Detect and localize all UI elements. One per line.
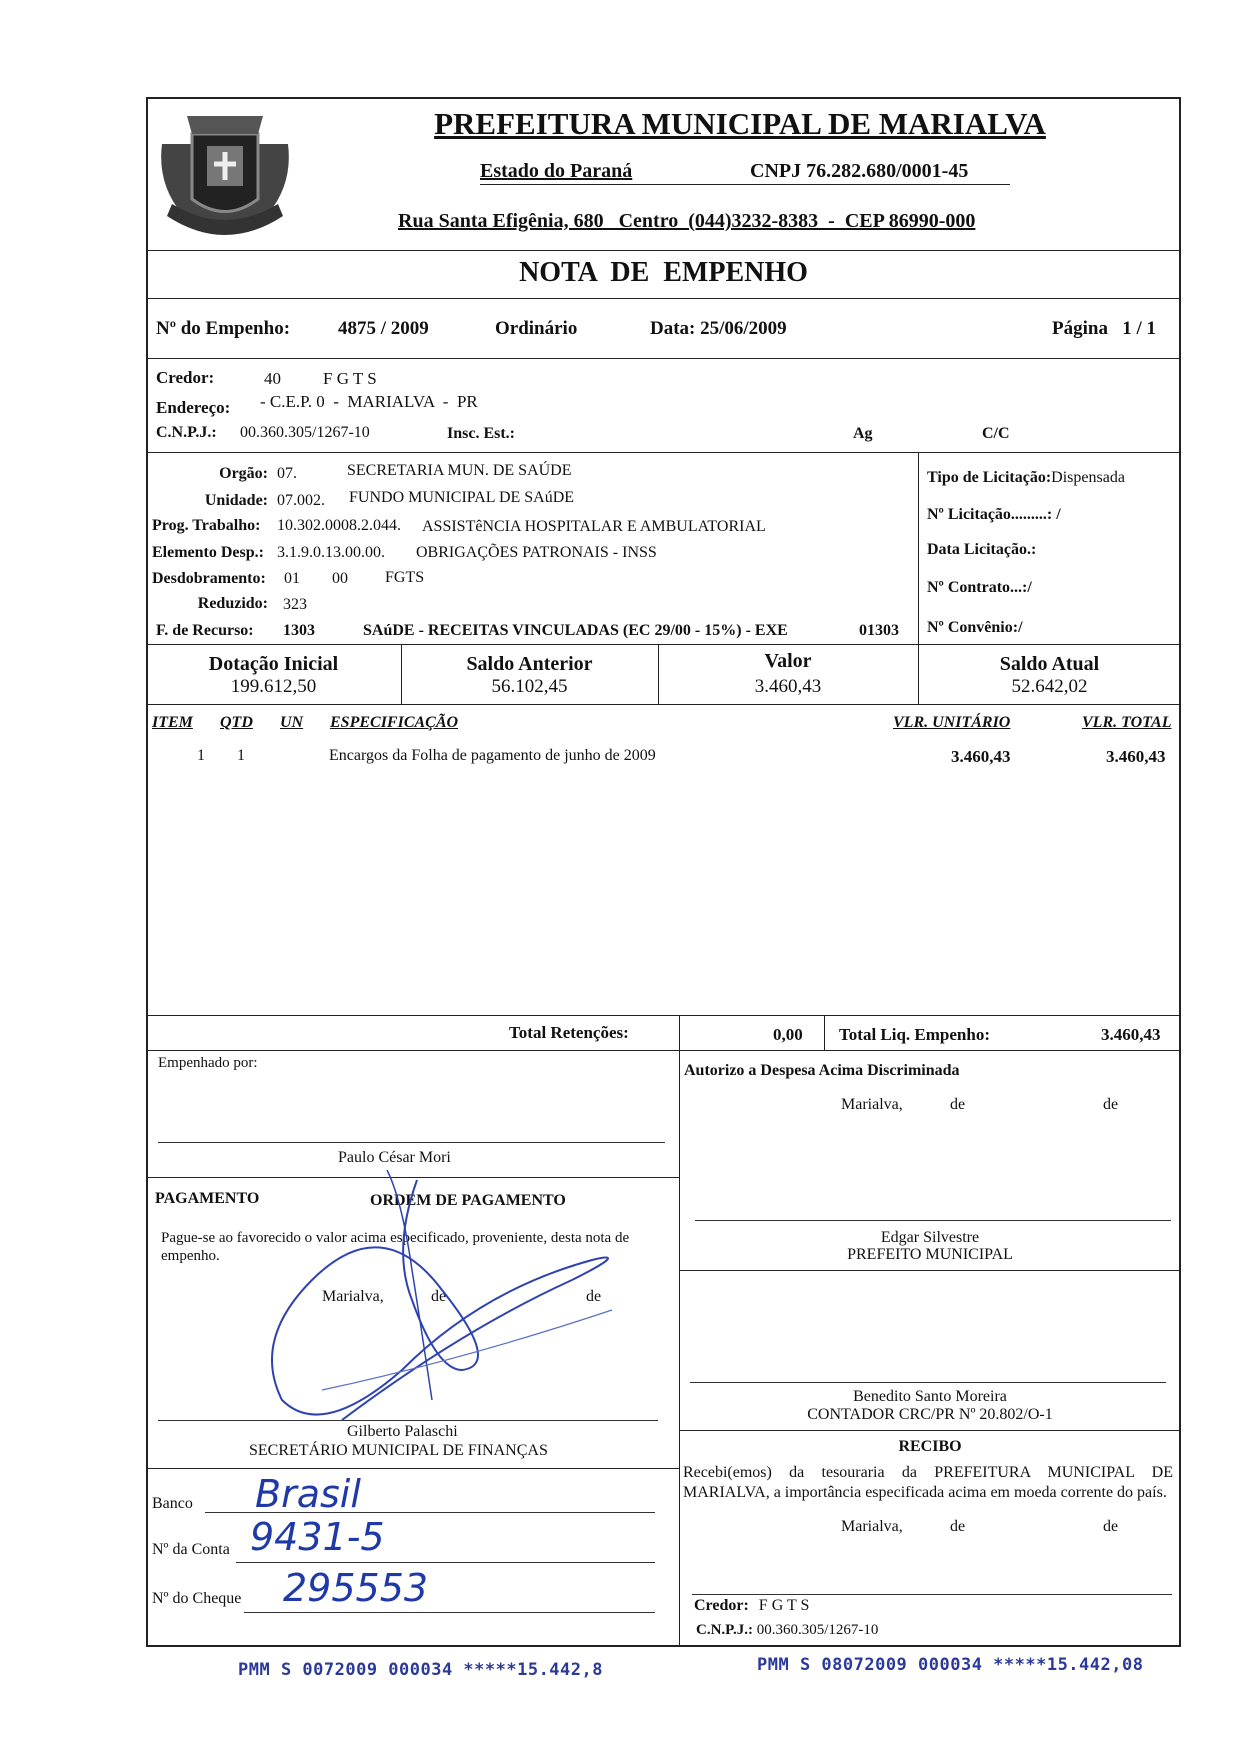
signature-line — [695, 1220, 1171, 1221]
recurso-code: 1303 — [283, 622, 315, 639]
convenio-number: Nº Convênio:/ — [927, 619, 1023, 636]
banco-handwritten: Brasil — [255, 1472, 361, 1516]
divider — [679, 1015, 680, 1050]
autorizo-label: Autorizo a Despesa Acima Discriminada — [684, 1062, 960, 1079]
col-qtd: QTD — [220, 714, 253, 731]
signature-line — [692, 1594, 1172, 1595]
ag-label: Ag — [853, 425, 873, 442]
signature-line — [690, 1382, 1166, 1383]
divider — [918, 452, 919, 644]
recibo-credor — [694, 1597, 809, 1615]
retencoes-label: Total Retenções: — [509, 1023, 629, 1042]
recurso-name: SAúDE - RECEITAS VINCULADAS (EC 29/00 - 15%) - EXE — [363, 622, 788, 639]
valor-label: Valor — [764, 650, 812, 672]
row-unit: 3.460,43 — [951, 747, 1011, 766]
divider — [146, 644, 1181, 645]
empenho-label: Nº do Empenho: — [156, 318, 291, 339]
elemento-code: 3.1.9.0.13.00.00. — [277, 544, 385, 561]
col-spec: ESPECIFICAÇÃO — [330, 714, 459, 731]
divider — [146, 1468, 679, 1469]
bank-stamp-left: PMM S 0072009 000034 *****15.442,8 — [238, 1660, 603, 1680]
desdobramento-name: FGTS — [385, 569, 425, 586]
recibo-cnpj-value: 00.360.305/1267-10 — [756, 1622, 879, 1638]
contador-name: Benedito Santo Moreira — [853, 1388, 1007, 1405]
cnpj-label: CNPJ 76.282.680/0001-45 — [750, 160, 969, 182]
divider — [146, 704, 1181, 705]
recurso-ref: 01303 — [859, 622, 899, 639]
ordem-marialva: Marialva, — [322, 1288, 384, 1305]
autorizo-de-2: de — [1103, 1096, 1119, 1113]
row-total: 3.460,43 — [1106, 747, 1166, 766]
col-item: ITEM — [152, 714, 193, 731]
orgao-name: SECRETARIA MUN. DE SAÚDE — [347, 462, 572, 479]
endereco-value: - C.E.P. 0 - MARIALVA - PR — [260, 392, 478, 411]
col-un: UN — [280, 714, 304, 731]
dotacao-label: Dotação Inicial — [208, 653, 339, 675]
recibo-credor-value: F G T S — [758, 1597, 810, 1614]
desdobramento-b: 00 — [332, 570, 348, 587]
ordem-de-1: de — [431, 1288, 447, 1305]
row-item: 1 — [197, 747, 205, 764]
credor-code: 40 — [264, 369, 281, 388]
pagamento-label: PAGAMENTO — [155, 1190, 260, 1207]
dotacao-value: 199.612,50 — [230, 676, 317, 697]
banco-label: Banco — [152, 1495, 193, 1512]
reduzido-value: 323 — [283, 596, 307, 613]
address-line: Rua Santa Efigênia, 680 Centro (044)3232-8383 - CEP 86990-000 — [398, 210, 976, 232]
divider — [824, 1015, 825, 1050]
elemento-label: Elemento Desp.: — [152, 544, 264, 561]
municipal-coat-of-arms-icon — [152, 104, 298, 248]
divider — [146, 452, 1181, 453]
bank-stamp-right: PMM S 08072009 000034 *****15.442,08 — [757, 1655, 1144, 1675]
secretario-title: SECRETÁRIO MUNICIPAL DE FINANÇAS — [249, 1442, 548, 1459]
recibo-marialva: Marialva, — [841, 1518, 903, 1535]
divider — [679, 1430, 1181, 1431]
valor-value: 3.460,43 — [754, 676, 822, 697]
finance-signature-icon — [262, 1170, 642, 1430]
recibo-de-1: de — [950, 1518, 966, 1535]
liq-label: Total Liq. Empenho: — [839, 1025, 990, 1044]
orgao-code: 07. — [277, 465, 297, 482]
liq-value: 3.460,43 — [1101, 1025, 1161, 1044]
empenhado-name: Paulo César Mori — [338, 1149, 451, 1166]
state-label: Estado do Paraná — [480, 160, 633, 182]
desdobramento-label: Desdobramento: — [152, 570, 266, 587]
desdobramento-a: 01 — [284, 570, 300, 587]
orgao-label: Orgão: — [219, 465, 268, 482]
elemento-name: OBRIGAÇÕES PATRONAIS - INSS — [416, 544, 657, 561]
unidade-code: 07.002. — [277, 492, 325, 509]
empenho-type: Ordinário — [495, 318, 578, 339]
divider — [146, 1050, 1181, 1051]
data-licitacao: Data Licitação.: — [927, 541, 1037, 558]
tipo-licitacao-label: Tipo de Licitação: — [927, 469, 1052, 486]
col-total: VLR. TOTAL — [1082, 714, 1172, 731]
insc-label: Insc. Est.: — [447, 425, 516, 442]
page-title: PREFEITURA MUNICIPAL DE MARIALVA — [434, 106, 1046, 141]
prefeito-title: PREFEITO MUNICIPAL — [847, 1246, 1013, 1263]
divider — [146, 250, 1181, 251]
cnpj-creditor-value: 00.360.305/1267-10 — [240, 424, 370, 441]
conta-handwritten: 9431-5 — [250, 1515, 385, 1559]
unidade-name: FUNDO MUNICIPAL DE SAúDE — [349, 489, 575, 506]
credor-name: F G T S — [323, 369, 377, 388]
divider — [679, 1050, 680, 1647]
conta-label: Nº da Conta — [152, 1541, 230, 1558]
saldo-atual-value: 52.642,02 — [1011, 676, 1088, 697]
contrato-number: Nº Contrato...:/ — [927, 579, 1032, 596]
recurso-label: F. de Recurso: — [156, 622, 254, 639]
divider — [146, 298, 1181, 299]
saldo-atual-label: Saldo Atual — [999, 653, 1100, 675]
unidade-label: Unidade: — [204, 492, 268, 509]
recibo-cnpj-label: C.N.P.J.: — [696, 1622, 753, 1638]
conta-field — [236, 1562, 655, 1563]
row-qtd: 1 — [237, 747, 245, 764]
prefeito-name: Edgar Silvestre — [880, 1229, 980, 1246]
recibo-cnpj — [696, 1622, 878, 1639]
cc-label: C/C — [982, 425, 1010, 442]
cheque-handwritten: 295553 — [283, 1566, 429, 1610]
ordem-label: ORDEM DE PAGAMENTO — [370, 1192, 566, 1209]
prog-name: ASSISTêNCIA HOSPITALAR E AMBULATORIAL — [422, 518, 766, 535]
contador-title: CONTADOR CRC/PR Nº 20.802/O-1 — [807, 1406, 1053, 1423]
reduzido-label: Reduzido: — [197, 595, 268, 612]
divider — [480, 184, 1010, 185]
recibo-de-2: de — [1103, 1518, 1119, 1535]
col-unit: VLR. UNITÁRIO — [893, 714, 1011, 731]
empenhado-por-label: Empenhado por: — [158, 1055, 258, 1071]
recibo-text: Recebi(emos) da tesouraria da PREFEITURA MUNICIPAL DE MARIALVA, a importância especificada acima em moeda corrente do país. — [683, 1464, 1173, 1501]
ordem-de-2: de — [586, 1288, 602, 1305]
licitacao-number: Nº Licitação.........: / — [927, 506, 1061, 523]
divider — [679, 1270, 1181, 1271]
prog-label: Prog. Trabalho: — [152, 517, 261, 534]
page-number: Página 1 / 1 — [1052, 318, 1156, 339]
retencoes-value: 0,00 — [773, 1025, 803, 1044]
endereco-label: Endereço: — [156, 398, 231, 417]
cheque-field — [244, 1612, 655, 1613]
autorizo-marialva: Marialva, — [841, 1096, 903, 1113]
prog-code: 10.302.0008.2.044. — [277, 517, 401, 534]
recibo-credor-label: Credor: — [694, 1597, 749, 1614]
saldo-anterior-value: 56.102,45 — [491, 676, 568, 697]
divider — [146, 1015, 1181, 1016]
row-spec: Encargos da Folha de pagamento de junho de 2009 — [329, 747, 656, 764]
empenho-number: 4875 / 2009 — [338, 318, 429, 339]
credor-label: Credor: — [156, 368, 215, 387]
saldo-anterior-label: Saldo Anterior — [466, 653, 593, 675]
doc-title: NOTA DE EMPENHO — [519, 257, 808, 288]
cheque-label: Nº do Cheque — [152, 1590, 242, 1607]
autorizo-de-1: de — [950, 1096, 966, 1113]
pague-text: Pague-se ao favorecido o valor acima especificado, proveniente, desta nota de empenho. — [161, 1230, 630, 1264]
tipo-licitacao — [927, 469, 1125, 487]
signature-line — [158, 1142, 665, 1143]
divider — [146, 358, 1181, 359]
cnpj-creditor-label: C.N.P.J.: — [156, 424, 217, 441]
secretario-name: Gilberto Palaschi — [347, 1423, 458, 1440]
tipo-licitacao-value: Dispensada — [1051, 469, 1125, 486]
recibo-label: RECIBO — [898, 1438, 962, 1455]
empenho-date: Data: 25/06/2009 — [650, 318, 787, 339]
